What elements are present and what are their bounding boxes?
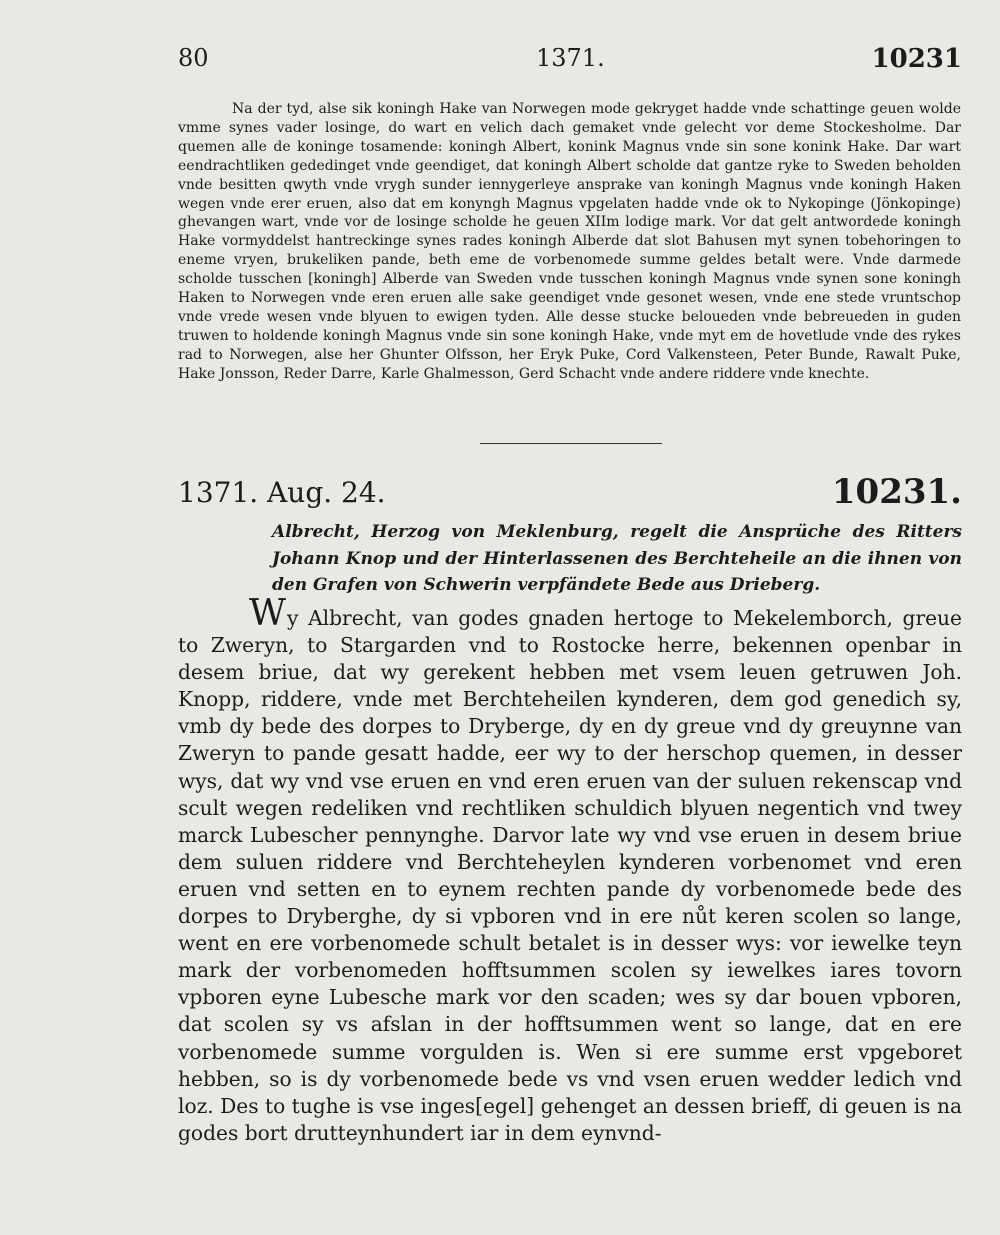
entry-number: 10231. — [831, 472, 962, 512]
entry-regest — [272, 519, 962, 599]
page-header — [178, 44, 962, 80]
regest-text: Albrecht, Herzog von Meklenburg, regelt die Ansprüche des Ritters Johann Knop und der Hinterlassenen des Berchteheile an die ihnen von den Grafen von Schwerin verpfändete Bede aus Drieberg. — [272, 522, 962, 595]
entry-body — [178, 593, 962, 1147]
running-year: 1371. — [536, 44, 605, 72]
entry-date: 1371. Aug. 24. — [178, 476, 386, 509]
running-document-number: 10231 — [871, 44, 962, 74]
entry-heading — [178, 472, 962, 512]
section-divider — [480, 443, 662, 444]
body-text: y Albrecht, van godes gnaden hertoge to Mekelemborch, greue to Zweryn, to Stargarden vnd to Rostocke herre, bekennen openbar in desem briue, dat wy gerekent hebben met vsem leuen getruwen Joh. Knopp, riddere, vnde met Berchteheilen kynderen, dem god genedich sy, vmb dy bede des dorpes to Dryberge, dy en dy greue vnd dy greuynne van Zweryn to pande gesatt hadde, eer wy to der herschop quemen, in desser wys, dat wy vnd vse eruen en vnd eren eruen van der suluen rekenscap vnd scult wegen redeliken vnd rechtliken schuldich blyuen negentich vnd twey marck Lubescher pennynghe. Darvor late wy vnd vse eruen in desem briue dem suluen riddere vnd Berchteheylen kynderen vorbenomet vnd eren eruen vnd setten en to eynem rechten pande dy vorbenomede bede des dorpes to Dryberghe, dy si vpboren vnd in ere nůt keren scolen so lange, went en ere vorbenomede schult betalet is in desser wys: vor iewelke teyn mark der vorbenomeden hofftsummen scolen sy iewelkes iares tovorn vpboren eyne Lubesche mark vor den scaden; wes sy dar bouen vpboren, dat scolen sy vs afslan in der hofftsummen went so lange, dat en ere vorbenomede summe vorgulden is. Wen si ere summe erst vpgeboret hebben, so is dy vorbenomede bede vs vnd vsen eruen wedder ledich vnd loz. Des to tughe is vse inges[egel] gehenget an dessen brieff, di geuen is na godes bort drutteynhundert iar in dem eynvnd- — [178, 606, 962, 1145]
page-number: 80 — [178, 44, 209, 72]
previous-document-paragraph: Na der tyd, alse sik koningh Hake van Norwegen mode gekryget hadde vnde schattinge geuen wolde vmme synes vader losinge, do wart en velich dach gemaket vnde gelecht vor deme Stockesholme. Dar quemen alle de koninge tosamende: koningh Albert, konink Magnus vnde sin sone konink Hake. Dar wart eendrachtliken gededinget vnde geendiget, dat koningh Albert scholde dat gantze ryke to Sweden beholden vnde besitten qwyth vnde vrygh sunder iennygerleye ansprake van koningh Magnus vnde koningh Haken wegen vnde erer eruen, also dat em konyngh Magnus vpgelaten hadde vnde ok to Nykopinge (Jönkopinge) ghevangen wart, vnde vor de losinge scholde he geuen XIIm lodige mark. Vor dat gelt antwordede koningh Hake vormyddelst hantreckinge synes rades koningh Alberde dat slot Bahusen myt synen tobehoringen to eneme vryen, brukeliken pande, beth eme de vorbenomede summe geldes betalt were. Vnde darmede scholde tusschen [koningh] Alberde van Sweden vnde tusschen koningh Magnus vnde synen sone koningh Haken to Norwegen vnde eren eruen alle sake geendiget vnde gesonet wesen, vnde ene stede vruntschop vnde vrede wesen vnde blyuen to ewigen tyden. Alle desse stucke beloueden vnde bebreueden in guden truwen to holdende koningh Magnus vnde sin sone koningh Hake, vnde myt em de hovetlude vnde des rykes rad to Norwegen, alse her Ghunter Olfsson, her Eryk Puke, Cord Valkensteen, Peter Bunde, Rawalt Puke, Hake Jonsson, Reder Darre, Karle Ghalmesson, Gerd Schacht vnde andere riddere vnde knechte. — [178, 101, 961, 382]
previous-document-text — [178, 100, 961, 384]
body-paragraph — [178, 593, 962, 1147]
initial-letter: W — [249, 593, 288, 634]
